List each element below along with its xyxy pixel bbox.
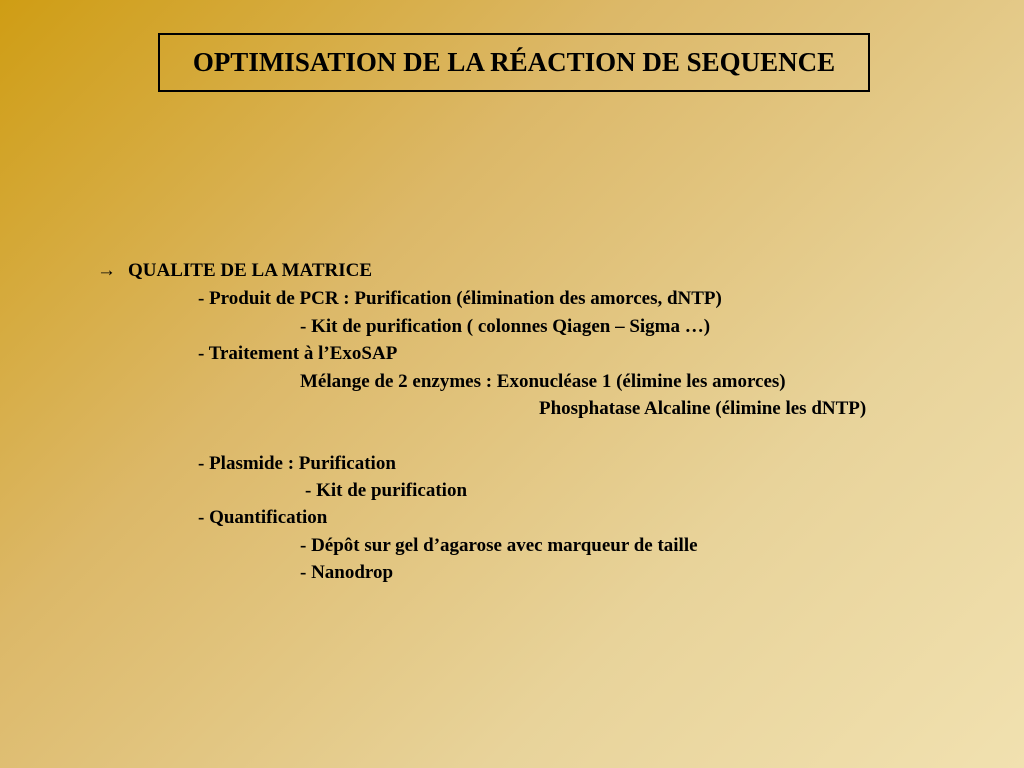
list-item: - Quantification	[198, 507, 328, 528]
slide-title-box	[158, 33, 870, 92]
list-item: - Nanodrop	[300, 562, 394, 583]
list-item: - Traitement à l’ExoSAP	[198, 343, 398, 364]
list-item: - Plasmide : Purification	[198, 453, 396, 474]
slide-title: OPTIMISATION DE LA RÉACTION DE SEQUENCE	[192, 47, 836, 77]
arrow-right-icon: →	[97, 260, 116, 281]
list-item: - Dépôt sur gel d’agarose avec marqueur de taille	[300, 535, 698, 556]
list-item: - Produit de PCR : Purification (élimination des amorces, dNTP)	[198, 288, 722, 309]
list-item: Mélange de 2 enzymes : Exonucléase 1 (élimine les amorces)	[300, 371, 786, 392]
heading-text: QUALITE DE LA MATRICE	[128, 260, 373, 281]
list-item: - Kit de purification ( colonnes Qiagen – Sigma …)	[300, 316, 711, 337]
heading-line	[97, 257, 372, 284]
list-item: - Kit de purification	[305, 480, 468, 501]
list-item: Phosphatase Alcaline (élimine les dNTP)	[539, 398, 867, 419]
